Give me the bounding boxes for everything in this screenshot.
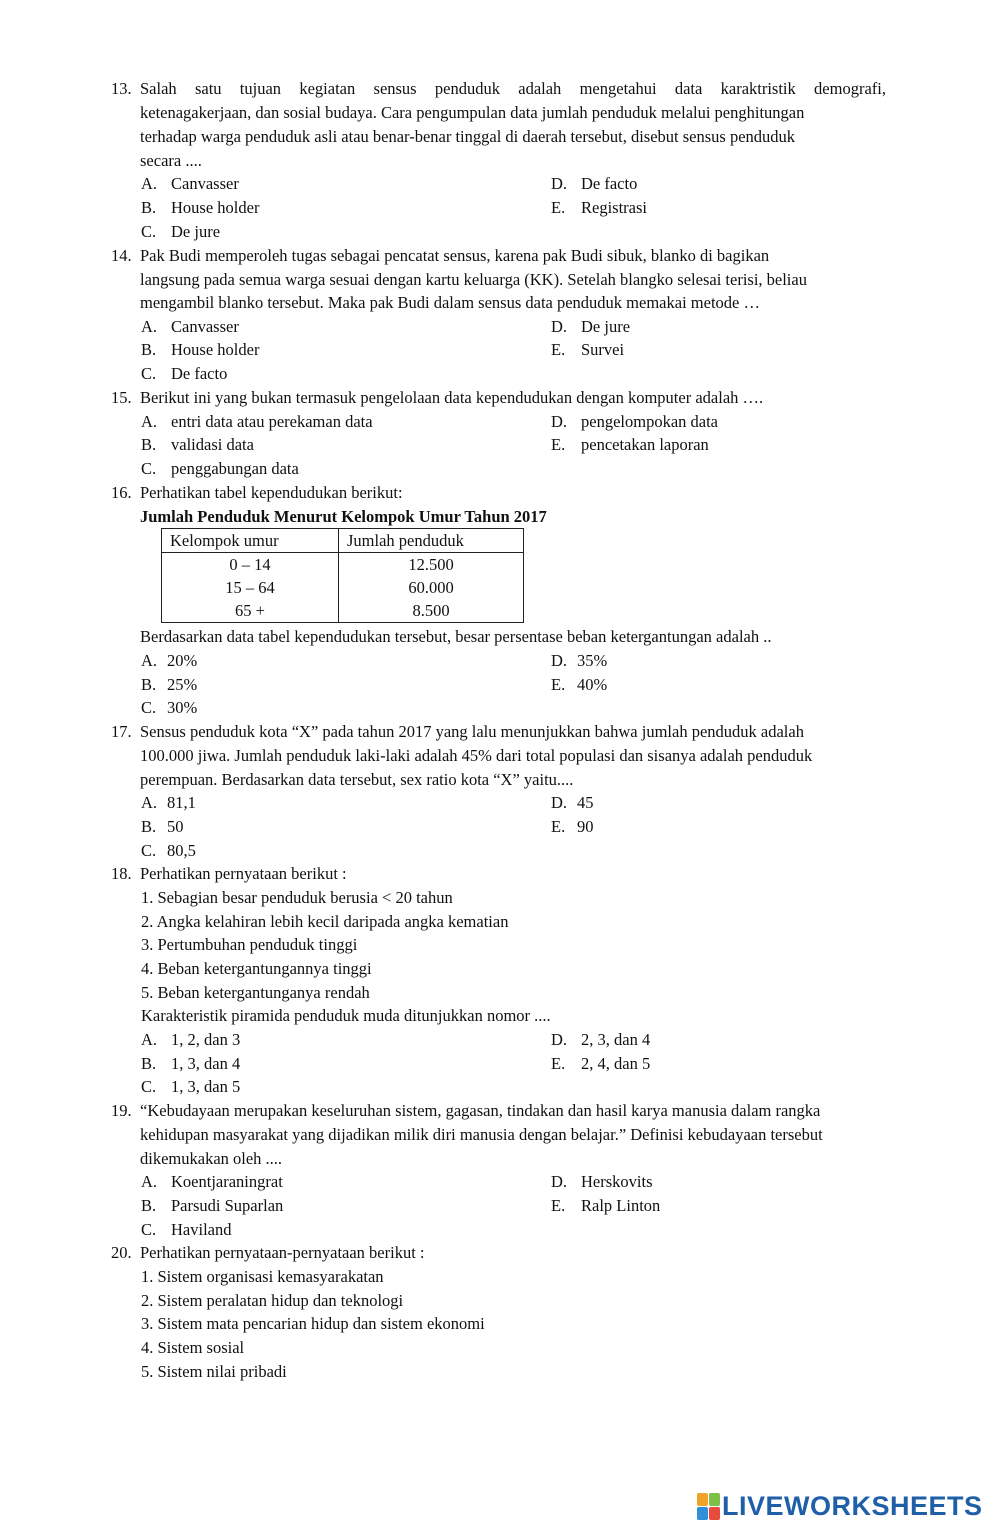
question-15-line-1: Berikut ini yang bukan termasuk pengelolaan data kependudukan dengan komputer adalah …. <box>140 388 764 407</box>
q16-option-d[interactable]: D. 35% <box>551 651 608 670</box>
liveworksheets-logo[interactable] <box>697 1489 983 1523</box>
question-13-line-3: terhadap warga penduduk asli atau benar-benar tinggal di daerah tersebut, disebut sensus penduduk <box>140 127 796 146</box>
q14-option-c[interactable]: C. De facto <box>141 364 228 383</box>
question-20-number: 20. <box>111 1243 132 1262</box>
statement-item: 5. Sistem nilai pribadi <box>141 1362 287 1381</box>
question-13-number: 13. <box>111 79 132 98</box>
question-14-line-1: Pak Budi memperoleh tugas sebagai pencatat sensus, karena pak Budi sibuk, blanko di bagikan <box>140 246 770 265</box>
liveworksheets-brand: LIVEWORKSHEETS <box>722 1490 983 1521</box>
question-19-line-3: dikemukakan oleh .... <box>140 1149 283 1168</box>
q18-option-a[interactable]: A. 1, 2, dan 3 <box>141 1030 241 1049</box>
q15-option-a[interactable]: A. entri data atau perekaman data <box>141 412 373 431</box>
question-18-line-1: Perhatikan pernyataan berikut : <box>140 864 347 883</box>
q13-option-b[interactable]: B. House holder <box>141 198 260 217</box>
question-18-line-2: Karakteristik piramida penduduk muda ditunjukkan nomor .... <box>141 1006 551 1025</box>
table-cell-age: 0 – 14 <box>162 553 339 577</box>
table-header-population: Jumlah penduduk <box>339 529 524 553</box>
table-title: Jumlah Penduduk Menurut Kelompok Umur Tahun 2017 <box>140 507 547 526</box>
q17-option-d[interactable]: D. 45 <box>551 793 594 812</box>
table-cell-age: 65 + <box>162 599 339 623</box>
q16-option-b[interactable]: B. 25% <box>141 675 198 694</box>
question-13-line-1: Salah satu tujuan kegiatan sensus penduduk adalah mengetahui data karaktristik demografi, <box>140 79 886 98</box>
q14-option-e[interactable]: E. Survei <box>551 340 625 359</box>
q14-option-b[interactable]: B. House holder <box>141 340 260 359</box>
question-16-line-1: Perhatikan tabel kependudukan berikut: <box>140 483 403 502</box>
q19-option-c[interactable]: C. Haviland <box>141 1220 232 1239</box>
q13-option-e[interactable]: E. Registrasi <box>551 198 647 217</box>
q15-option-d[interactable]: D. pengelompokan data <box>551 412 718 431</box>
statement-item: 5. Beban ketergantunganya rendah <box>141 983 370 1002</box>
q19-option-b[interactable]: B. Parsudi Suparlan <box>141 1196 284 1215</box>
question-19-line-2: kehidupan masyarakat yang dijadikan milik diri manusia dengan belajar.” Definisi kebudayaan tersebut <box>140 1125 823 1144</box>
table-cell-population: 12.500 <box>339 553 524 577</box>
question-15-number: 15. <box>111 388 132 407</box>
statement-item: 1. Sistem organisasi kemasyarakatan <box>141 1267 384 1286</box>
statement-item: 3. Sistem mata pencarian hidup dan sistem ekonomi <box>141 1314 485 1333</box>
question-16-number: 16. <box>111 483 132 502</box>
question-17-number: 17. <box>111 722 132 741</box>
question-14-line-2: langsung pada semua warga sesuai dengan kartu keluarga (KK). Setelah blangko selesai terisi, beliau <box>140 270 807 289</box>
q18-option-c[interactable]: C. 1, 3, dan 5 <box>141 1077 241 1096</box>
q14-option-d[interactable]: D. De jure <box>551 317 631 336</box>
population-table <box>161 528 524 623</box>
table-cell-population: 60.000 <box>339 576 524 599</box>
q17-option-e[interactable]: E. 90 <box>551 817 594 836</box>
question-17-line-2: 100.000 jiwa. Jumlah penduduk laki-laki adalah 45% dari total populasi dan sisanya adalah penduduk <box>140 746 813 765</box>
q13-option-c[interactable]: C. De jure <box>141 222 221 241</box>
statement-item: 3. Pertumbuhan penduduk tinggi <box>141 935 358 954</box>
question-14-number: 14. <box>111 246 132 265</box>
table-row <box>162 576 524 599</box>
q18-option-b[interactable]: B. 1, 3, dan 4 <box>141 1054 241 1073</box>
question-20-line-1: Perhatikan pernyataan-pernyataan berikut : <box>140 1243 425 1262</box>
question-17-line-1: Sensus penduduk kota “X” pada tahun 2017 yang lalu menunjukkan bahwa jumlah penduduk adalah <box>140 722 804 741</box>
table-header-row <box>162 529 524 553</box>
table-cell-population: 8.500 <box>339 599 524 623</box>
q13-option-a[interactable]: A. Canvasser <box>141 174 239 193</box>
q19-option-e[interactable]: E. Ralp Linton <box>551 1196 661 1215</box>
statement-item: 4. Sistem sosial <box>141 1338 245 1357</box>
table-row <box>162 553 524 577</box>
question-18-number: 18. <box>111 864 132 883</box>
q15-option-c[interactable]: C. penggabungan data <box>141 459 299 478</box>
q14-option-a[interactable]: A. Canvasser <box>141 317 239 336</box>
question-19-line-1: “Kebudayaan merupakan keseluruhan sistem, gagasan, tindakan dan hasil karya manusia dalam rangka <box>140 1101 821 1120</box>
q15-option-e[interactable]: E. pencetakan laporan <box>551 435 709 454</box>
question-16-line-2: Berdasarkan data tabel kependudukan tersebut, besar persentase beban ketergantungan adalah .. <box>140 627 772 646</box>
question-14-line-3: mengambil blanko tersebut. Maka pak Budi dalam sensus data penduduk memakai metode … <box>140 293 760 312</box>
q16-option-a[interactable]: A. 20% <box>141 651 198 670</box>
statement-item: 4. Beban ketergantungannya tinggi <box>141 959 372 978</box>
q13-option-d[interactable]: D. De facto <box>551 174 638 193</box>
table-row <box>162 599 524 623</box>
q18-option-d[interactable]: D. 2, 3, dan 4 <box>551 1030 651 1049</box>
q17-option-c[interactable]: C. 80,5 <box>141 841 196 860</box>
question-17-line-3: perempuan. Berdasarkan data tersebut, sex ratio kota “X” yaitu.... <box>140 770 574 789</box>
q19-option-d[interactable]: D. Herskovits <box>551 1172 653 1191</box>
statement-item: 2. Sistem peralatan hidup dan teknologi <box>141 1291 404 1310</box>
q17-option-a[interactable]: A. 81,1 <box>141 793 196 812</box>
question-13-line-4: secara .... <box>140 151 202 170</box>
question-19-number: 19. <box>111 1101 132 1120</box>
question-13-line-2: ketenagakerjaan, dan sosial budaya. Cara pengumpulan data jumlah penduduk melalui penghitungan <box>140 103 805 122</box>
statement-item: 1. Sebagian besar penduduk berusia < 20 tahun <box>141 888 453 907</box>
liveworksheets-icon <box>697 1493 719 1519</box>
q19-option-a[interactable]: A. Koentjaraningrat <box>141 1172 283 1191</box>
table-cell-age: 15 – 64 <box>162 576 339 599</box>
q18-option-e[interactable]: E. 2, 4, dan 5 <box>551 1054 651 1073</box>
q16-option-c[interactable]: C. 30% <box>141 698 198 717</box>
statement-item: 2. Angka kelahiran lebih kecil daripada angka kematian <box>141 912 509 931</box>
table-header-age-group: Kelompok umur <box>162 529 339 553</box>
q16-option-e[interactable]: E. 40% <box>551 675 608 694</box>
q15-option-b[interactable]: B. validasi data <box>141 435 254 454</box>
q17-option-b[interactable]: B. 50 <box>141 817 184 836</box>
